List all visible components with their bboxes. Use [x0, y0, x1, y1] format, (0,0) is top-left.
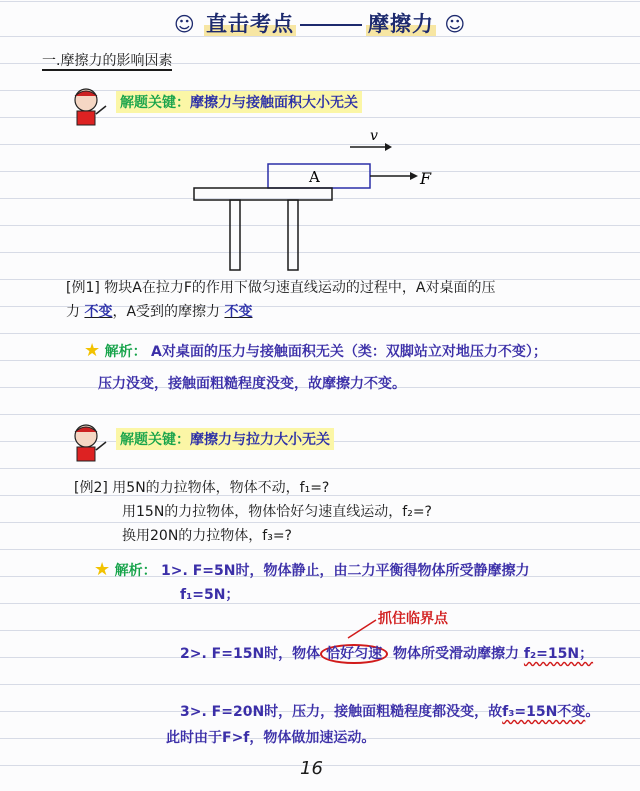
luffy-icon-left: ☺ — [173, 12, 196, 36]
example2-line3: 换用20N的力拉物体，f₃=? — [122, 528, 292, 544]
example1-line2: 力 不变，A受到的摩擦力 不变 — [66, 304, 253, 320]
critical-circle: 恰好匀速 — [320, 644, 388, 664]
analysis1: ★ 解析： A对桌面的压力与接触面积无关（类：双脚站立对地压力不变）； 压力没变，接触面粗糙程度没变，故摩擦力不变。 — [84, 339, 624, 396]
example2 — [74, 476, 614, 548]
critical-point-annotation: 抓住临界点 — [378, 611, 448, 627]
block1-avatar — [66, 84, 110, 132]
section-heading: 一.摩擦力的影响因素 — [42, 53, 173, 69]
title-sub: 摩擦力 — [368, 12, 434, 36]
analysis2-step1b: f₁=5N； — [180, 587, 240, 603]
title-main: 直击考点 — [206, 12, 294, 36]
analysis2-step1a: 1>. F=5N时，物体静止，由二力平衡得物体所受静摩擦力 — [161, 563, 530, 579]
example2-line1: [例2] 用5N的力拉物体，物体不动，f₁=? — [74, 480, 330, 496]
analysis2-step3-line2: 此时由于F>f，物体做加速运动。 — [166, 730, 376, 746]
example1 — [66, 276, 626, 324]
velocity-label: v — [370, 128, 378, 144]
block2-hint: 解题关键：摩擦力与拉力大小无关 — [116, 428, 334, 450]
analysis2-step3: 3>. F=20N时，压力，接触面粗糙程度都没变，故f₃=15N不变。 — [180, 704, 600, 720]
table-block-diagram — [180, 120, 460, 280]
annotation-arrow — [340, 616, 380, 644]
answer-f2: f₂=15N； — [523, 646, 594, 662]
block-a-label: A — [309, 168, 320, 186]
luffy-icon-right: ☺ — [444, 12, 467, 36]
example1-answer1: 不变 — [84, 304, 113, 320]
table-leg-left — [230, 200, 240, 270]
example2-line2: 用15N的力拉物体，物体恰好匀速直线运动，f₂=? — [122, 504, 432, 520]
block2-avatar — [66, 420, 110, 468]
analysis2-step2: 2>. F=15N时，物体 恰好匀速 物体所受滑动摩擦力 f₂=15N； — [180, 646, 594, 662]
cartoon-avatar-icon — [66, 420, 110, 464]
example1-line1: [例1] 物块A在拉力F的作用下做匀速直线运动的过程中，A对桌面的压 — [66, 280, 496, 296]
page-title — [0, 8, 640, 38]
cartoon-avatar-icon — [66, 84, 110, 128]
answer-f3: f₃=15N不变 — [502, 704, 586, 720]
block1-hint: 解题关键：摩擦力与接触面积大小无关 — [116, 91, 362, 113]
force-arrow-head — [410, 172, 418, 180]
star-icon: ★ — [84, 340, 101, 361]
force-label: F — [420, 169, 432, 188]
table-leg-right — [288, 200, 298, 270]
analysis2: ★ 解析： 1>. F=5N时，物体静止，由二力平衡得物体所受静摩擦力 f₁=5N； — [94, 558, 624, 607]
page-number: 16 — [300, 758, 323, 779]
analysis1-line2: 压力没变，接触面粗糙程度没变，故摩擦力不变。 — [98, 376, 406, 392]
analysis1-line1: A对桌面的压力与接触面积无关（类：双脚站立对地压力不变）； — [151, 344, 547, 360]
star-icon: ★ — [94, 559, 111, 580]
example1-answer2: 不变 — [224, 304, 253, 320]
table-top — [194, 188, 332, 200]
title-dash — [300, 24, 362, 26]
velocity-arrow-head — [385, 143, 392, 151]
